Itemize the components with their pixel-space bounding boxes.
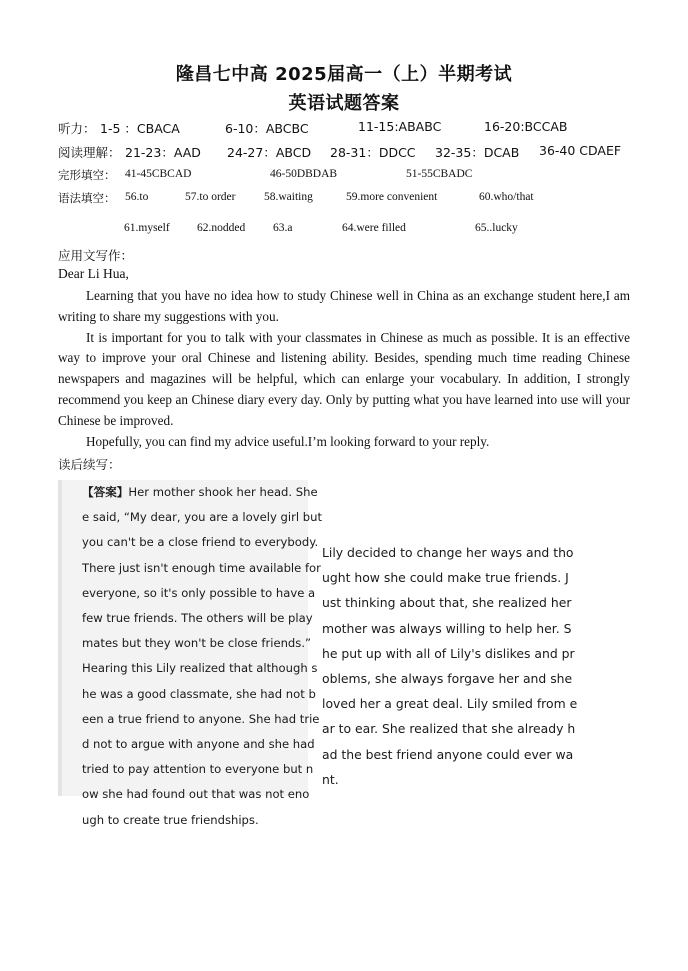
text-line: everyone, so it's only possible to have a [82,585,316,600]
cloze-label: 完形填空： [58,170,116,182]
answer-tag: 【答案】 [82,485,129,499]
text-line: tried to pay attention to everyone but n [82,762,314,777]
letter-paragraph: Learning that you have no idea how to study Chinese well in China as an exchange student here,I am writing to share my suggestions with you. [58,288,630,324]
continuation-label: 读后续写： [58,457,121,472]
reading-item: 28-31：DDCC [330,145,416,160]
text-line: mates but they won't be close friends.” [82,636,312,651]
text-line: mother was always willing to help her. S [322,620,572,636]
text-line: he was a good classmate, she had not b [82,686,316,701]
text-line: ow she had found out that was not eno [82,787,310,802]
cloze-item: 41-45CBCAD [125,168,192,180]
grammar-item: 64.were filled [342,222,406,234]
text-line: you can't be a close friend to everybody. [82,535,319,550]
grammar-item: 62.nodded [197,222,246,234]
reading-item: 24-27：ABCD [227,145,312,160]
writing-label: 应用文写作： [58,248,134,263]
text-line: Hearing this Lily realized that although s [82,661,318,676]
listening-item: 1-5 ：CBACA [100,121,180,136]
text-line-content: Her mother shook her head. She [128,485,318,499]
continuation-text-1 [82,480,322,833]
continuation-column-2 [322,540,577,792]
text-line: ugh to create true friendships. [82,812,259,827]
text-line: oblems, she always forgave her and she [322,671,573,687]
grammar-item: 58.waiting [264,191,313,203]
grammar-item: 57.to order [185,191,236,203]
letter-greeting: Dear Li Hua, [58,266,129,281]
listening-item: 6-10：ABCBC [225,121,309,136]
letter-body [58,286,630,452]
grammar-item: 63.a [273,222,293,234]
text-line: ad the best friend anyone could ever wa [322,746,574,762]
listening-label: 听力： [58,121,96,136]
reading-item: 32-35：DCAB [435,145,520,160]
grammar-item: 59.more convenient [346,191,438,203]
letter-paragraph: Hopefully, you can find my advice useful.I’m looking forward to your reply. [86,433,490,449]
listening-item: 11-15:ABABC [358,119,442,134]
letter-paragraph: It is important for you to talk with your classmates in Chinese as much as possible. It is an effective way to improve your oral Chinese and listening ability. Besides, spending much time reading Chinese newspapers and magazines will be helpful, which can enlarge your vocabulary. In addition, I strongly recommend you keep an Chinese diary every day. Only by putting what you have learned into use will your Chinese be improved. [58,329,630,428]
text-line: e said, “My dear, you are a lovely girl but [82,510,322,525]
text-line: he put up with all of Lily's dislikes and pr [322,645,575,661]
listening-item: 16-20:BCCAB [484,119,568,134]
text-line: ust thinking about that, she realized her [322,595,572,611]
continuation-column-1 [58,480,322,827]
text-line: ar to ear. She realized that she already h [322,721,576,737]
exam-subtitle: 英语试题答案 [288,93,400,114]
text-line: Lily decided to change her ways and tho [322,545,574,560]
reading-item: 21-23：AAD [125,145,201,160]
exam-title: 隆昌七中高 2025届高一（上）半期考试 [175,64,513,85]
continuation-text-2 [322,540,577,792]
text-line: een a true friend to anyone. She had trie [82,711,320,726]
reading-item: 36-40 CDAEF [539,143,622,158]
grammar-item: 65..lucky [475,222,518,234]
text-line: d not to argue with anyone and she had [82,737,315,752]
text-line: nt. [322,771,339,787]
text-line: few true friends. The others will be play [82,611,313,626]
grammar-item: 56.to [125,191,149,203]
grammar-item: 61.myself [124,222,170,234]
cloze-item: 51-55CBADC [406,168,473,180]
cloze-item: 46-50DBDAB [270,168,338,180]
text-line: There just isn't enough time available for [82,560,321,575]
reading-label: 阅读理解： [58,145,121,160]
text-line: ught how she could make true friends. J [322,570,569,586]
grammar-label: 语法填空： [58,193,116,205]
text-line: loved her a great deal. Lily smiled from e [322,696,578,712]
grammar-item: 60.who/that [479,191,534,203]
text-line [82,480,322,505]
